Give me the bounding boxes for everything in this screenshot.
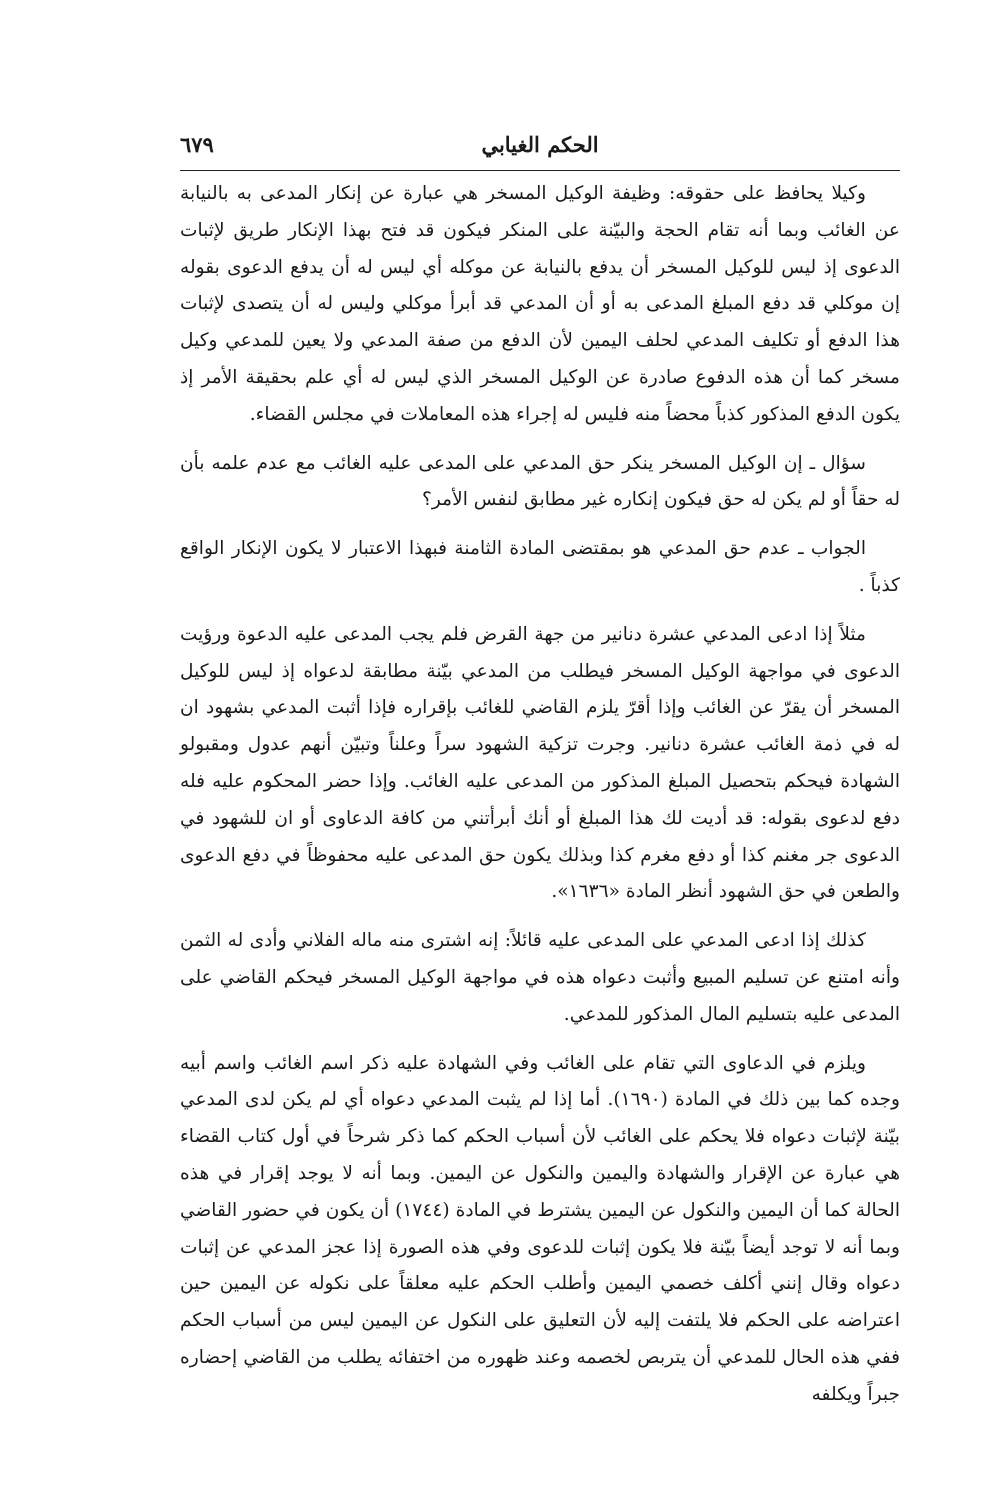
paragraph: مثلاً إذا ادعى المدعي عشرة دنانير من جهة القرض فلم يجب المدعى عليه الدعوة ورؤيت الدعوى في مواجهة الوكيل المسخر فيطلب من المدعي بيّنة مطابقة لدعواه إذ ليس للوكيل المسخر أن يقرّ عن الغائب وإذا أقرّ يلزم القاضي للغائب بإقراره فإذا أثبت المدعي بشهود ان له في ذمة الغائب عشرة دنانير. وجرت تزكية الشهود سراً وعلناً وتبيّن أنهم عدول ومقبولو الشهادة فيحكم بتحصيل المبلغ المذكور من المدعى عليه الغائب. وإذا حضر المحكوم عليه فله دفع لدعوى بقوله: قد أديت لك هذا المبلغ أو أنك أبرأتني من كافة الدعاوى أو ان للشهود في الدعوى جر مغنم كذا أو دفع مغرم كذا وبذلك يكون حق المدعى عليه محفوظاً في دفع الدعوى والطعن في حق الشهود أنظر المادة «١٦٣٦». [180, 623, 900, 903]
running-title: الحكم الغيابي [481, 132, 599, 157]
paragraph: الجواب ـ عدم حق المدعي هو بمقتضى المادة الثامنة فبهذا الاعتبار لا يكون الإنكار الواقع كذباً . [180, 538, 900, 596]
paragraph: وكيلا يحافظ على حقوقه: وظيفة الوكيل المسخر هي عبارة عن إنكار المدعى به بالنيابة عن الغائب وبما أنه تقام الحجة والبيّنة على المنكر فيكون قد فتح بهذا الإنكار طريق لإثبات الدعوى إذ ليس للوكيل المسخر أن يدفع بالنيابة عن موكله أي ليس له أن يدفع الدعوى بقوله إن موكلي قد دفع المبلغ المدعى به أو أن المدعي قد أبرأ موكلي وليس له أن يتصدى لإثبات هذا الدفع أو تكليف المدعي لحلف اليمين لأن الدفع من صفة المدعي ولا يعين للمدعي وكيل مسخر كما أن هذه الدفوع صادرة عن الوكيل المسخر الذي ليس له أي علم بحقيقة الأمر إذ يكون الدفع المذكور كذباً محضاً منه فليس له إجراء هذه المعاملات في مجلس القضاء. [180, 183, 900, 425]
paragraph: سؤال ـ إن الوكيل المسخر ينكر حق المدعي على المدعى عليه الغائب مع عدم علمه بأن له حقاً أو لم يكن له حق فيكون إنكاره غير مطابق لنفس الأمر؟ [180, 452, 900, 511]
body-text [180, 176, 900, 1426]
paragraph: ويلزم في الدعاوى التي تقام على الغائب وفي الشهادة عليه ذكر اسم الغائب واسم أبيه وجده كما بين ذلك في المادة (١٦٩٠). أما إذا لم يثبت المدعي دعواه أي لم يكن لدى المدعي بيّنة لإثبات دعواه فلا يحكم على الغائب لأن أسباب الحكم كما ذكر شرحاً في أول كتاب القضاء هي عبارة عن الإقرار والشهادة واليمين والنكول عن اليمين. وبما أنه لا يوجد إقرار في هذه الحالة كما أن اليمين والنكول عن اليمين يشترط في المادة (١٧٤٤) أن يكون في حضور القاضي وبما أنه لا توجد أيضاً بيّنة فلا يكون إثبات للدعوى وفي هذه الصورة إذا عجز المدعي عن إثبات دعواه وقال إنني أكلف خصمي اليمين وأطلب الحكم عليه معلقاً على نكوله عن اليمين حين اعتراضه على الحكم فلا يلتفت إليه لأن التعليق على النكول عن اليمين ليس من أسباب الحكم ففي هذه الحال للمدعي أن يتربص لخصمه وعند ظهوره من اختفائه يطلب من القاضي إحضاره جبراً ويكلفه [180, 1052, 901, 1405]
header-divider [180, 170, 900, 171]
page-number: ٦٧٩ [180, 132, 214, 157]
paragraph: كذلك إذا ادعى المدعي على المدعى عليه قائلاً: إنه اشترى منه ماله الفلاني وأدى له الثمن وأنه امتنع عن تسليم المبيع وأثبت دعواه هذه في مواجهة الوكيل المسخر فيحكم القاضي على المدعى عليه بتسليم المال المذكور للمدعي. [180, 930, 900, 1025]
running-header [180, 128, 900, 168]
